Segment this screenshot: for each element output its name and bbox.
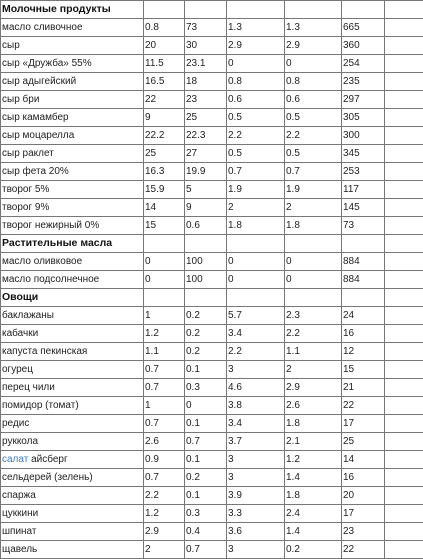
value-cell: 0.6	[185, 217, 227, 235]
value-cell: 254	[342, 55, 385, 73]
value-cell: 0.5	[227, 145, 285, 163]
value-cell: 0.1	[185, 361, 227, 379]
table-row	[1, 271, 423, 289]
value-cell: 23.1	[185, 55, 227, 73]
empty-cell	[385, 19, 423, 37]
value-cell: 0	[144, 271, 185, 289]
value-cell: 0.7	[185, 433, 227, 451]
value-cell: 1	[144, 307, 185, 325]
table-row	[1, 145, 423, 163]
food-name: сыр	[1, 37, 144, 55]
value-cell: 0	[144, 253, 185, 271]
table-row	[1, 523, 423, 541]
value-cell: 117	[342, 181, 385, 199]
value-cell: 25	[185, 109, 227, 127]
empty-cell	[385, 73, 423, 91]
value-cell: 24	[342, 307, 385, 325]
empty-cell	[385, 145, 423, 163]
value-cell: 1.8	[285, 487, 342, 505]
section-header-row	[1, 289, 423, 307]
section-title: Растительные масла	[1, 235, 144, 253]
value-cell: 305	[342, 109, 385, 127]
table-row	[1, 397, 423, 415]
food-name: сельдерей (зелень)	[1, 469, 144, 487]
value-cell: 2.2	[227, 343, 285, 361]
value-cell: 5	[185, 181, 227, 199]
value-cell: 15	[342, 361, 385, 379]
value-cell: 22	[342, 541, 385, 559]
value-cell: 0.1	[185, 415, 227, 433]
empty-cell	[185, 1, 227, 19]
empty-cell	[227, 235, 285, 253]
value-cell: 73	[185, 19, 227, 37]
value-cell: 21	[342, 379, 385, 397]
value-cell: 1.4	[285, 523, 342, 541]
table-row	[1, 325, 423, 343]
empty-cell	[385, 109, 423, 127]
food-name: баклажаны	[1, 307, 144, 325]
value-cell: 300	[342, 127, 385, 145]
value-cell: 2.2	[285, 127, 342, 145]
value-cell: 0.5	[285, 145, 342, 163]
table-row	[1, 379, 423, 397]
value-cell: 23	[342, 523, 385, 541]
table-row	[1, 415, 423, 433]
table-row	[1, 253, 423, 271]
value-cell: 0	[285, 253, 342, 271]
value-cell: 5.7	[227, 307, 285, 325]
value-cell: 3.6	[227, 523, 285, 541]
food-name: руккола	[1, 433, 144, 451]
food-name	[1, 451, 144, 469]
value-cell: 145	[342, 199, 385, 217]
value-cell: 22.2	[144, 127, 185, 145]
value-cell: 360	[342, 37, 385, 55]
value-cell: 1.8	[285, 415, 342, 433]
value-cell: 1.9	[227, 181, 285, 199]
value-cell: 16	[342, 325, 385, 343]
food-name: сыр бри	[1, 91, 144, 109]
value-cell: 2.3	[285, 307, 342, 325]
table-row	[1, 505, 423, 523]
value-cell: 17	[342, 415, 385, 433]
value-cell: 0	[227, 55, 285, 73]
empty-cell	[385, 505, 423, 523]
empty-cell	[385, 307, 423, 325]
empty-cell	[144, 289, 185, 307]
section-header-row	[1, 1, 423, 19]
value-cell: 1.2	[285, 451, 342, 469]
value-cell: 0.2	[185, 307, 227, 325]
value-cell: 1.4	[285, 469, 342, 487]
value-cell: 0.6	[285, 91, 342, 109]
section-title: Молочные продукты	[1, 1, 144, 19]
empty-cell	[227, 289, 285, 307]
value-cell: 0	[227, 253, 285, 271]
value-cell: 2	[144, 541, 185, 559]
value-cell: 18	[185, 73, 227, 91]
value-cell: 22	[342, 397, 385, 415]
value-cell: 0.2	[185, 469, 227, 487]
empty-cell	[144, 1, 185, 19]
table-row	[1, 199, 423, 217]
value-cell: 0.2	[285, 541, 342, 559]
value-cell: 0.4	[185, 523, 227, 541]
empty-cell	[385, 127, 423, 145]
food-name: масло сливочное	[1, 19, 144, 37]
value-cell: 20	[342, 487, 385, 505]
value-cell: 15.9	[144, 181, 185, 199]
empty-cell	[385, 433, 423, 451]
value-cell: 665	[342, 19, 385, 37]
value-cell: 9	[185, 199, 227, 217]
value-cell: 1.3	[285, 19, 342, 37]
table-row	[1, 181, 423, 199]
value-cell: 3.9	[227, 487, 285, 505]
table-row	[1, 451, 423, 469]
value-cell: 235	[342, 73, 385, 91]
value-cell: 884	[342, 253, 385, 271]
food-name: огурец	[1, 361, 144, 379]
value-cell: 2	[227, 199, 285, 217]
section-header-row	[1, 235, 423, 253]
food-name: редис	[1, 415, 144, 433]
table-body	[1, 1, 423, 559]
value-cell: 2.4	[285, 505, 342, 523]
value-cell: 2.2	[227, 127, 285, 145]
value-cell: 1.9	[285, 181, 342, 199]
empty-cell	[385, 289, 423, 307]
empty-cell	[385, 91, 423, 109]
empty-cell	[342, 235, 385, 253]
table-row	[1, 469, 423, 487]
value-cell: 3.4	[227, 325, 285, 343]
value-cell: 0.6	[227, 91, 285, 109]
value-cell: 1.2	[144, 505, 185, 523]
value-cell: 3	[227, 541, 285, 559]
food-name: сыр раклет	[1, 145, 144, 163]
value-cell: 0	[185, 397, 227, 415]
value-cell: 20	[144, 37, 185, 55]
value-cell: 19.9	[185, 163, 227, 181]
value-cell: 16.3	[144, 163, 185, 181]
food-name: перец чили	[1, 379, 144, 397]
value-cell: 0.8	[227, 73, 285, 91]
value-cell: 0.7	[144, 379, 185, 397]
value-cell: 30	[185, 37, 227, 55]
value-cell: 253	[342, 163, 385, 181]
value-cell: 100	[185, 253, 227, 271]
food-name: масло оливковое	[1, 253, 144, 271]
empty-cell	[385, 523, 423, 541]
empty-cell	[385, 487, 423, 505]
value-cell: 22	[144, 91, 185, 109]
value-cell: 297	[342, 91, 385, 109]
value-cell: 2	[285, 199, 342, 217]
value-cell: 2.9	[144, 523, 185, 541]
value-cell: 16	[342, 469, 385, 487]
table-row	[1, 217, 423, 235]
empty-cell	[385, 361, 423, 379]
empty-cell	[285, 289, 342, 307]
section-title: Овощи	[1, 289, 144, 307]
empty-cell	[385, 271, 423, 289]
value-cell: 0.9	[144, 451, 185, 469]
value-cell: 25	[144, 145, 185, 163]
empty-cell	[385, 1, 423, 19]
food-name: щавель	[1, 541, 144, 559]
value-cell: 0	[285, 55, 342, 73]
value-cell: 2	[285, 361, 342, 379]
empty-cell	[385, 451, 423, 469]
empty-cell	[385, 325, 423, 343]
empty-cell	[385, 199, 423, 217]
empty-cell	[342, 289, 385, 307]
value-cell: 0.5	[227, 109, 285, 127]
food-name: сыр адыгейский	[1, 73, 144, 91]
value-cell: 1.1	[285, 343, 342, 361]
value-cell: 11.5	[144, 55, 185, 73]
food-name: цуккини	[1, 505, 144, 523]
table-row	[1, 73, 423, 91]
value-cell: 0.7	[185, 541, 227, 559]
value-cell: 0.1	[185, 451, 227, 469]
value-cell: 2.9	[285, 379, 342, 397]
value-cell: 2.6	[144, 433, 185, 451]
value-cell: 15	[144, 217, 185, 235]
food-name: шпинат	[1, 523, 144, 541]
value-cell: 17	[342, 505, 385, 523]
value-cell: 2.2	[144, 487, 185, 505]
food-name: сыр фета 20%	[1, 163, 144, 181]
value-cell: 0.3	[185, 379, 227, 397]
table-row	[1, 55, 423, 73]
table-row	[1, 163, 423, 181]
empty-cell	[285, 1, 342, 19]
food-name: творог 5%	[1, 181, 144, 199]
empty-cell	[385, 163, 423, 181]
table-row	[1, 541, 423, 559]
food-name: спаржа	[1, 487, 144, 505]
value-cell: 0.3	[185, 505, 227, 523]
value-cell: 4.6	[227, 379, 285, 397]
value-cell: 0.8	[285, 73, 342, 91]
value-cell: 14	[342, 451, 385, 469]
empty-cell	[342, 1, 385, 19]
value-cell: 0.2	[185, 343, 227, 361]
empty-cell	[385, 343, 423, 361]
value-cell: 0.7	[144, 415, 185, 433]
empty-cell	[385, 55, 423, 73]
empty-cell	[144, 235, 185, 253]
value-cell: 0.7	[144, 361, 185, 379]
value-cell: 1.1	[144, 343, 185, 361]
value-cell: 27	[185, 145, 227, 163]
value-cell: 0.7	[144, 469, 185, 487]
value-cell: 3.4	[227, 415, 285, 433]
table-row	[1, 487, 423, 505]
food-name: творог 9%	[1, 199, 144, 217]
value-cell: 3.3	[227, 505, 285, 523]
value-cell: 100	[185, 271, 227, 289]
value-cell: 14	[144, 199, 185, 217]
value-cell: 3.7	[227, 433, 285, 451]
value-cell: 1.8	[285, 217, 342, 235]
value-cell: 22.3	[185, 127, 227, 145]
table-row	[1, 127, 423, 145]
value-cell: 0.7	[227, 163, 285, 181]
value-cell: 0.1	[185, 487, 227, 505]
empty-cell	[185, 235, 227, 253]
food-name: кабачки	[1, 325, 144, 343]
table-row	[1, 19, 423, 37]
empty-cell	[285, 235, 342, 253]
value-cell: 0.5	[285, 109, 342, 127]
value-cell: 0	[285, 271, 342, 289]
table-row	[1, 91, 423, 109]
value-cell: 1.3	[227, 19, 285, 37]
empty-cell	[227, 1, 285, 19]
value-cell: 1	[144, 397, 185, 415]
value-cell: 0.7	[285, 163, 342, 181]
food-name: капуста пекинская	[1, 343, 144, 361]
value-cell: 3.8	[227, 397, 285, 415]
value-cell: 3	[227, 451, 285, 469]
food-name: сыр камамбер	[1, 109, 144, 127]
value-cell: 2.1	[285, 433, 342, 451]
empty-cell	[385, 181, 423, 199]
value-cell: 3	[227, 361, 285, 379]
value-cell: 0.2	[185, 325, 227, 343]
food-name: сыр «Дружба» 55%	[1, 55, 144, 73]
table-row	[1, 433, 423, 451]
value-cell: 3	[227, 469, 285, 487]
empty-cell	[385, 541, 423, 559]
empty-cell	[185, 289, 227, 307]
food-name: творог нежирный 0%	[1, 217, 144, 235]
value-cell: 2.2	[285, 325, 342, 343]
empty-cell	[385, 235, 423, 253]
value-cell: 345	[342, 145, 385, 163]
table-row	[1, 37, 423, 55]
value-cell: 0.8	[144, 19, 185, 37]
food-name-rest: айсберг	[28, 454, 67, 465]
value-cell: 2.9	[227, 37, 285, 55]
empty-cell	[385, 37, 423, 55]
value-cell: 884	[342, 271, 385, 289]
value-cell: 25	[342, 433, 385, 451]
food-name: помидор (томат)	[1, 397, 144, 415]
food-name-link[interactable]: салат	[2, 454, 28, 465]
value-cell: 2.9	[285, 37, 342, 55]
value-cell: 12	[342, 343, 385, 361]
value-cell: 1.2	[144, 325, 185, 343]
value-cell: 9	[144, 109, 185, 127]
empty-cell	[385, 415, 423, 433]
food-name: сыр моцарелла	[1, 127, 144, 145]
food-name: масло подсолнечное	[1, 271, 144, 289]
value-cell: 16.5	[144, 73, 185, 91]
empty-cell	[385, 397, 423, 415]
empty-cell	[385, 253, 423, 271]
table-row	[1, 307, 423, 325]
value-cell: 1.8	[227, 217, 285, 235]
empty-cell	[385, 469, 423, 487]
value-cell: 73	[342, 217, 385, 235]
value-cell: 2.6	[285, 397, 342, 415]
value-cell: 23	[185, 91, 227, 109]
value-cell: 0	[227, 271, 285, 289]
table-row	[1, 109, 423, 127]
empty-cell	[385, 217, 423, 235]
empty-cell	[385, 379, 423, 397]
table-row	[1, 361, 423, 379]
table-row	[1, 343, 423, 361]
